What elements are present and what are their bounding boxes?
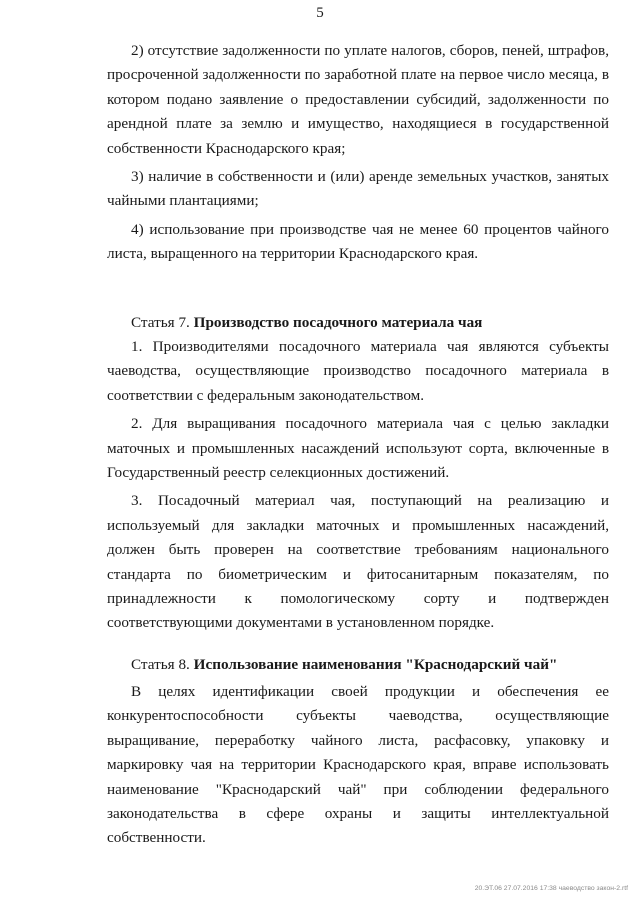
- article-7-paragraph-2: 2. Для выращивания посадочного материала чая с целью закладки маточных и промышленных насаждений используют сорта, включенные в Государственный реестр селекционных достижений.: [107, 415, 609, 482]
- article-8-title: Использование наименования "Краснодарский чай": [193, 656, 558, 673]
- section-top: [107, 39, 609, 267]
- article-7-prefix: Статья 7.: [131, 314, 190, 331]
- paragraph-4: 4) использование при производстве чая не менее 60 процентов чайного листа, выращенного на территории Краснодарского края.: [107, 220, 609, 263]
- article-7-paragraph-3: 3. Посадочный материал чая, поступающий на реализацию и используемый для закладки маточных и промышленных насаждений, должен быть проверен на соответствие требованиям национального стандарта по биометрическим и фитосанитарным показателям, по принадлежности к помологическому сорту и подтвержден соответствующими документами в установленном порядке.: [107, 492, 609, 632]
- paragraph-2: 2) отсутствие задолженности по уплате налогов, сборов, пеней, штрафов, просроченной задолженности по заработной плате на первое число месяца, в котором подано заявление о предоставлении субсидий, задолженности по арендной плате за землю и имущество, находящиеся в государственной собственности Краснодарского края;: [107, 42, 609, 157]
- document-footer: 20.ЭТ.06 27.07.2016 17:38 чаеводство закон-2.rtf: [474, 884, 628, 892]
- article-7-body: [107, 335, 609, 636]
- article-7-title: Производство посадочного материала чая: [193, 314, 483, 331]
- page-number: 5: [316, 5, 324, 21]
- article-7-heading: [131, 311, 609, 335]
- paragraph-3: 3) наличие в собственности и (или) аренде земельных участков, занятых чайными плантациями;: [107, 168, 609, 210]
- article-8-heading: [131, 653, 609, 677]
- article-8-prefix: Статья 8.: [131, 656, 190, 673]
- article-7-paragraph-1: 1. Производителями посадочного материала чая являются субъекты чаеводства, осуществляющие производство посадочного материала в соответствии с федеральным законодательством.: [107, 338, 609, 404]
- article-8-paragraph-1: В целях идентификации своей продукции и обеспечения ее конкурентоспособности субъекты чаеводства, осуществляющие выращивание, переработку чайного листа, расфасовку, упаковку и маркировку чая на территории Краснодарского края, вправе использовать наименование "Краснодарский чай" при соблюдении федерального законодательства в сфере охраны и защиты интеллектуальной собственности.: [107, 683, 609, 847]
- article-8-body: [107, 680, 609, 851]
